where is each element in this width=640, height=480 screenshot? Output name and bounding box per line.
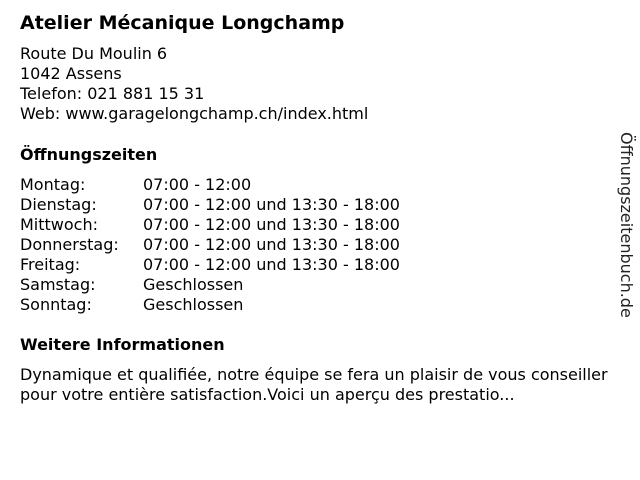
hours-value: 07:00 - 12:00 — [143, 175, 252, 194]
hours-value: Geschlossen — [143, 275, 244, 294]
day-label: Montag: — [20, 175, 86, 194]
day-label: Freitag: — [20, 255, 81, 274]
day-label: Dienstag: — [20, 195, 97, 214]
hours-value: 07:00 - 12:00 und 13:30 - 18:00 — [143, 235, 400, 254]
more-info-text: Dynamique et qualifiée, notre équipe se fera un plaisir de vous conseiller pour votre entière satisfaction.Voici un aperçu des prestatio... — [20, 365, 608, 404]
business-name: Atelier Mécanique Longchamp — [20, 12, 345, 34]
street-address: Route Du Moulin 6 — [20, 44, 168, 63]
city: 1042 Assens — [20, 64, 122, 83]
hours-value: 07:00 - 12:00 und 13:30 - 18:00 — [143, 215, 400, 234]
phone-number: Telefon: 021 881 15 31 — [20, 84, 205, 103]
day-label: Sonntag: — [20, 295, 92, 314]
hours-value: Geschlossen — [143, 295, 244, 314]
more-info-heading: Weitere Informationen — [20, 335, 225, 354]
day-label: Samstag: — [20, 275, 96, 294]
hours-value: 07:00 - 12:00 und 13:30 - 18:00 — [143, 255, 400, 274]
opening-hours-heading: Öffnungszeiten — [20, 145, 158, 164]
side-brand-label: Öffnungszeitenbuch.de — [617, 132, 636, 318]
hours-value: 07:00 - 12:00 und 13:30 - 18:00 — [143, 195, 400, 214]
day-label: Mittwoch: — [20, 215, 98, 234]
day-label: Donnerstag: — [20, 235, 119, 254]
address-block — [20, 44, 368, 124]
website: Web: www.garagelongchamp.ch/index.html — [20, 104, 369, 123]
